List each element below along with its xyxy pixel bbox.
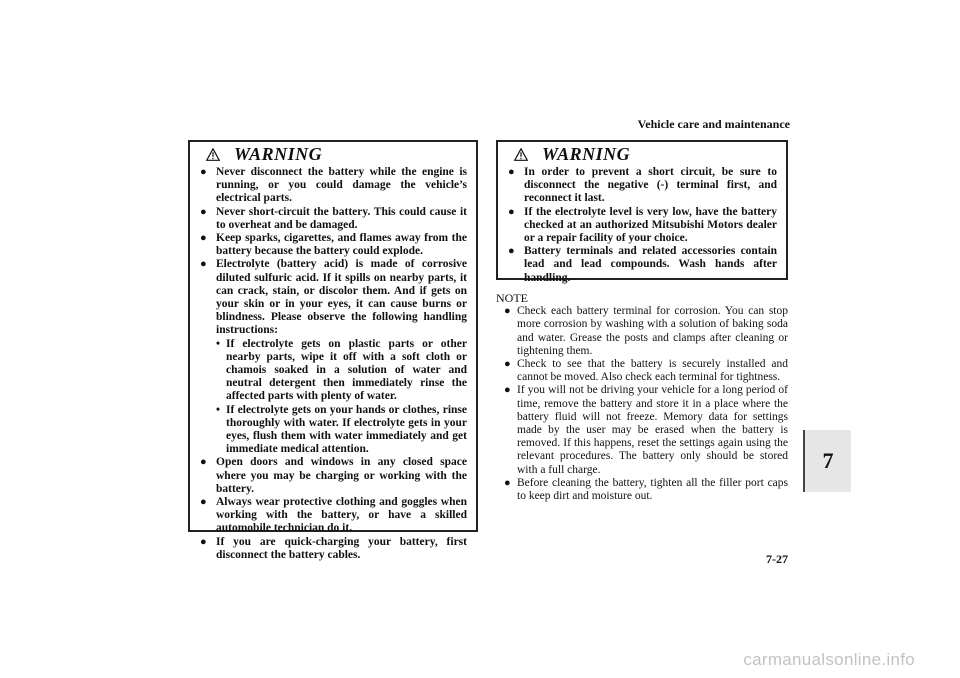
watermark: carmanualsonline.info bbox=[743, 650, 915, 669]
bullet-icon: ● bbox=[200, 166, 207, 178]
warning-header bbox=[190, 142, 476, 164]
bullet-icon: ● bbox=[504, 358, 511, 371]
note-section bbox=[496, 292, 788, 503]
chapter-number: 7 bbox=[822, 448, 834, 473]
bullet-icon: ● bbox=[508, 205, 515, 218]
page-number: 7-27 bbox=[766, 552, 788, 566]
bullet-icon: ● bbox=[200, 258, 207, 271]
section-header: Vehicle care and maintenance bbox=[637, 117, 790, 131]
warning-title bbox=[206, 143, 322, 165]
warning-subitem: • If electrolyte gets on plastic parts or other nearby parts, wipe it off with a soft cloth or chamois soaked in a solution of water and neutral detergent then immediately rinse the affected parts with plenty of water. bbox=[216, 337, 467, 403]
note-list bbox=[496, 305, 788, 503]
bullet-icon: ● bbox=[508, 166, 515, 178]
note-item: ● Before cleaning the battery, tighten all the filler port caps to keep dirt and moisture out. bbox=[504, 476, 788, 503]
bullet-icon: ● bbox=[200, 205, 207, 218]
warning-item: ● Never short-circuit the battery. This could cause it to overheat and be damaged. bbox=[200, 205, 467, 231]
warning-item: ● Always wear protective clothing and goggles when working with the battery, or have a skilled automobile technician do it. bbox=[200, 496, 467, 535]
warning-item: ● Never disconnect the battery while the engine is running, or you could damage the vehicle’s electrical parts. bbox=[200, 166, 467, 205]
warning-item: ● Battery terminals and related accessories contain lead and lead compounds. Wash hands after handling. bbox=[508, 245, 777, 284]
warning-sublist bbox=[216, 338, 467, 457]
note-item: ● Check to see that the battery is securely installed and cannot be moved. Also check each terminal for tightness. bbox=[504, 358, 788, 384]
sub-bullet-icon: • bbox=[216, 337, 221, 350]
note-item: ● Check each battery terminal for corrosion. You can stop more corrosion by washing with a solution of baking soda and water. Grease the posts and clamps after cleaning or tightening them. bbox=[504, 305, 788, 357]
bullet-icon: ● bbox=[504, 476, 511, 489]
sub-bullet-icon: • bbox=[216, 403, 221, 416]
warning-item: ● If you are quick-charging your battery, first disconnect the battery cables. bbox=[200, 535, 467, 561]
chapter-tab bbox=[803, 430, 851, 492]
warning-list bbox=[190, 166, 476, 562]
bullet-icon: ● bbox=[504, 384, 511, 397]
warning-box-left bbox=[188, 140, 478, 561]
note-title: NOTE bbox=[496, 291, 528, 305]
note-item: ● If you will not be driving your vehicle for a long period of time, remove the battery and store it in a place where the battery fluid will not freeze. Memory data for settings made by the user may be erased when the battery is removed. If this happens, reset the settings again using the relevant procedures. The battery only should be stored with a full charge. bbox=[504, 384, 788, 476]
warning-item: ● In order to prevent a short circuit, be sure to disconnect the negative (-) terminal first, and reconnect it last. bbox=[508, 166, 777, 205]
warning-label: WARNING bbox=[542, 143, 631, 164]
bullet-icon: ● bbox=[200, 232, 207, 245]
warning-list bbox=[498, 166, 786, 285]
warning-subitem: • If electrolyte gets on your hands or clothes, rinse thoroughly with water. If electrolyte gets in your eyes, flush them with water immediately and get immediate medical attention. bbox=[216, 403, 467, 456]
warning-triangle-icon bbox=[206, 148, 220, 161]
warning-box-right bbox=[496, 140, 788, 284]
warning-item: ● Open doors and windows in any closed space where you may be charging or working with the battery. bbox=[200, 456, 467, 495]
bullet-icon: ● bbox=[200, 496, 207, 509]
warning-title bbox=[514, 143, 630, 165]
bullet-icon: ● bbox=[200, 456, 207, 469]
bullet-icon: ● bbox=[200, 535, 207, 548]
warning-item: ● Electrolyte (battery acid) is made of corrosive diluted sulfuric acid. If it spills on nearby parts, it can crack, stain, or discolor them. And if gets on your skin or in your eyes, it can cause burns or blindness. Please observe the following handling instructions: • If electrolyte gets on plastic parts or other nearby parts, wipe it off with a soft cloth or chamois soaked in a solution of water and neutral detergent then immediately rinse the affected parts with plenty of water. • If electrolyte gets on your hands or clothes, rinse thoroughly with water. If electrolyte gets in your eyes, flush them with water immediately and get immediate medical attention. bbox=[200, 258, 467, 456]
warning-item: ● If the electrolyte level is very low, have the battery checked at an authorized Mitsubishi Motors dealer or a repair facility of your choice. bbox=[508, 205, 777, 245]
warning-triangle-icon bbox=[514, 148, 528, 161]
warning-item: ● Keep sparks, cigarettes, and flames away from the battery because the battery could explode. bbox=[200, 232, 467, 258]
bullet-icon: ● bbox=[508, 245, 515, 258]
bullet-icon: ● bbox=[504, 305, 511, 318]
warning-header bbox=[498, 142, 786, 164]
warning-label: WARNING bbox=[234, 143, 323, 164]
